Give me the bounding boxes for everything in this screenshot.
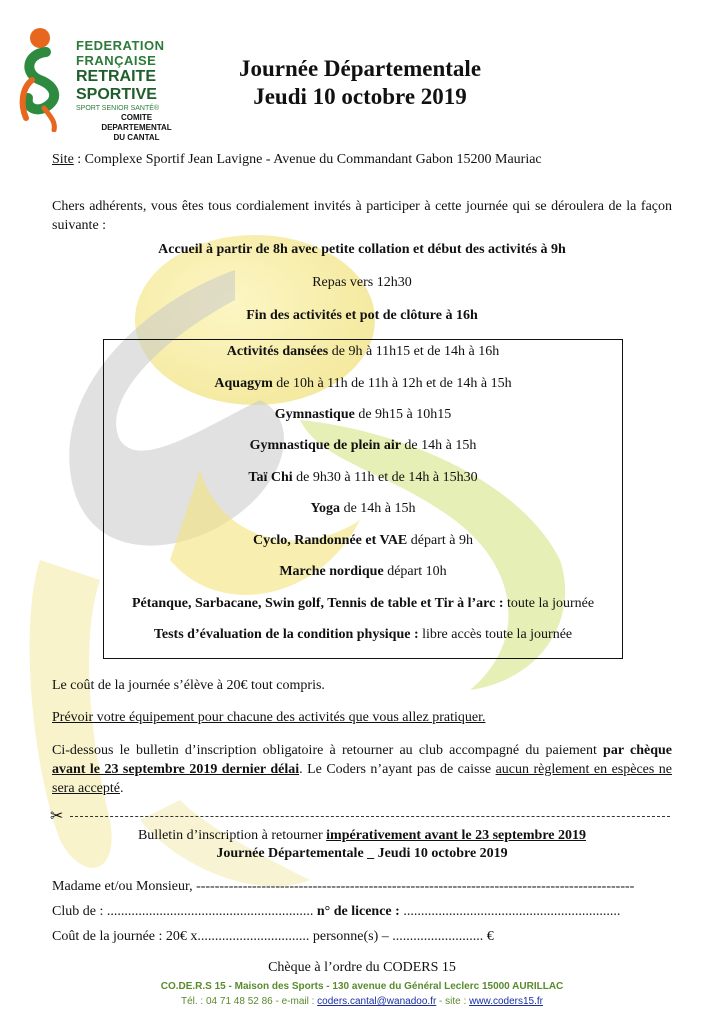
form-licence-label: n° de licence : — [316, 904, 400, 919]
activity-detail: de 9h15 à 10h15 — [354, 407, 452, 422]
activity-detail: de 9h à 11h15 et de 14h à 16h — [328, 344, 500, 359]
bulletin-end: . — [120, 781, 124, 796]
activity-row — [103, 344, 623, 360]
bulletin-deadline: avant le 23 septembre 2019 dernier délai — [52, 762, 300, 777]
activity-name: Activités dansées — [226, 344, 329, 359]
site-label: Site — [52, 152, 74, 167]
activity-row — [103, 501, 623, 517]
intro-paragraph: Chers adhérents, vous êtes tous cordialement invités à participer à cette journée qui se déroulera de la façon suivante : — [52, 199, 672, 233]
bulletin-cheque: par chèque — [603, 743, 672, 758]
activity-detail: de 10h à 11h de 11h à 12h et de 14h à 15h — [272, 376, 512, 391]
activity-detail: toute la journée — [503, 596, 595, 611]
activity-detail: départ à 9h — [407, 533, 473, 548]
activity-row — [103, 470, 623, 486]
bulletin-no-cash: aucun règlement en espèces ne sera accepté — [52, 762, 673, 796]
logo-text-comite — [99, 113, 174, 143]
activity-detail: de 14h à 15h — [340, 501, 416, 516]
site-address: : Complexe Sportif Jean Lavigne - Avenue du Commandant Gabon 15200 Mauriac — [73, 152, 542, 167]
footer-email-link[interactable]: coders.cantal@wanadoo.fr — [317, 996, 437, 1007]
form-cost-field[interactable]: Coût de la journée : 20€ x................................ personne(s) – .......................... € — [52, 929, 494, 944]
activity-row — [103, 376, 623, 392]
logo-comite-line1: COMITE DEPARTEMENTAL — [101, 113, 172, 132]
schedule-accueil: Accueil à partir de 8h avec petite collation et début des activités à 9h — [158, 242, 566, 257]
cost-paragraph: Le coût de la journée s’élève à 20€ tout compris. — [52, 678, 325, 693]
logo-comite-line2: DU CANTAL — [113, 133, 160, 142]
form-heading-text: Bulletin d’inscription à retourner — [137, 828, 327, 843]
scissors-icon: ✂ — [50, 806, 64, 825]
bulletin-text: Ci-dessous le bulletin d’inscription obligatoire à retourner au club accompagné du paiement — [52, 743, 604, 758]
form-heading-2: Journée Départementale _ Jeudi 10 octobre 2019 — [216, 846, 508, 861]
cut-line-divider — [70, 816, 670, 817]
activity-name: Yoga — [310, 501, 341, 516]
form-heading-deadline: impérativement avant le 23 septembre 2019 — [326, 828, 587, 843]
title-line-1: Journée Départementale — [238, 56, 482, 81]
activity-detail: libre accès toute la journée — [418, 627, 573, 642]
site-line — [52, 150, 692, 169]
form-name-field[interactable]: Madame et/ou Monsieur, ---------------------------------------------------------------------------------------------- — [52, 879, 635, 894]
activity-name: Taï Chi — [248, 470, 293, 485]
form-heading-1 — [52, 826, 672, 845]
form-licence-field[interactable]: .............................................................. — [399, 904, 621, 919]
page-title — [200, 55, 520, 111]
activity-row — [103, 438, 623, 454]
activity-detail: de 14h à 15h — [400, 438, 477, 453]
logo-text-retraite: RETRAITE — [76, 68, 156, 85]
logo-text-tagline: SPORT SENIOR SANTÉ® — [76, 105, 160, 112]
footer-site-label: - site : — [436, 996, 470, 1007]
bulletin-text-2: . Le Coders n’ayant pas de caisse — [299, 762, 496, 777]
federation-logo — [14, 22, 174, 142]
activity-row — [103, 533, 623, 549]
activity-name: Aquagym — [214, 376, 273, 391]
logo-text-francaise: FRANÇAISE — [76, 53, 157, 68]
logo-text-federation: FEDERATION — [76, 38, 165, 53]
activity-name: Gymnastique de plein air — [249, 438, 401, 453]
footer-contact — [0, 996, 724, 1007]
schedule-fin: Fin des activités et pot de clôture à 16h — [246, 308, 478, 323]
footer-address: CO.DE.R.S 15 - Maison des Sports - 130 avenue du Général Leclerc 15000 AURILLAC — [160, 981, 564, 992]
title-line-2: Jeudi 10 octobre 2019 — [253, 84, 467, 109]
equipment-paragraph: Prévoir votre équipement pour chacune des activités que vous allez pratiquer. — [52, 710, 486, 725]
bulletin-paragraph — [52, 741, 672, 798]
activity-detail: de 9h30 à 11h et de 14h à 15h30 — [292, 470, 478, 485]
activity-row — [103, 596, 623, 612]
form-club-field[interactable]: Club de : ........................................................... — [52, 904, 314, 919]
activity-name: Cyclo, Randonnée et VAE — [253, 533, 408, 548]
schedule-repas: Repas vers 12h30 — [312, 275, 412, 290]
activity-row — [103, 627, 623, 643]
form-club-licence-row — [52, 902, 672, 921]
runner-logo-icon — [14, 22, 74, 132]
activity-row — [103, 407, 623, 423]
activity-name: Marche nordique — [279, 564, 384, 579]
cheque-instruction: Chèque à l’ordre du CODERS 15 — [268, 960, 456, 975]
activity-row — [103, 564, 623, 580]
activity-name: Pétanque, Sarbacane, Swin golf, Tennis de table et Tir à l’arc : — [131, 596, 504, 611]
footer-tel: Tél. : 04 71 48 52 86 - e-mail : — [180, 996, 318, 1007]
activity-detail: départ 10h — [383, 564, 447, 579]
footer-site-link[interactable]: www.coders15.fr — [469, 996, 543, 1007]
logo-text-sportive: SPORTIVE — [76, 86, 157, 103]
activity-name: Tests d’évaluation de la condition physique : — [153, 627, 419, 642]
activity-name: Gymnastique — [274, 407, 355, 422]
